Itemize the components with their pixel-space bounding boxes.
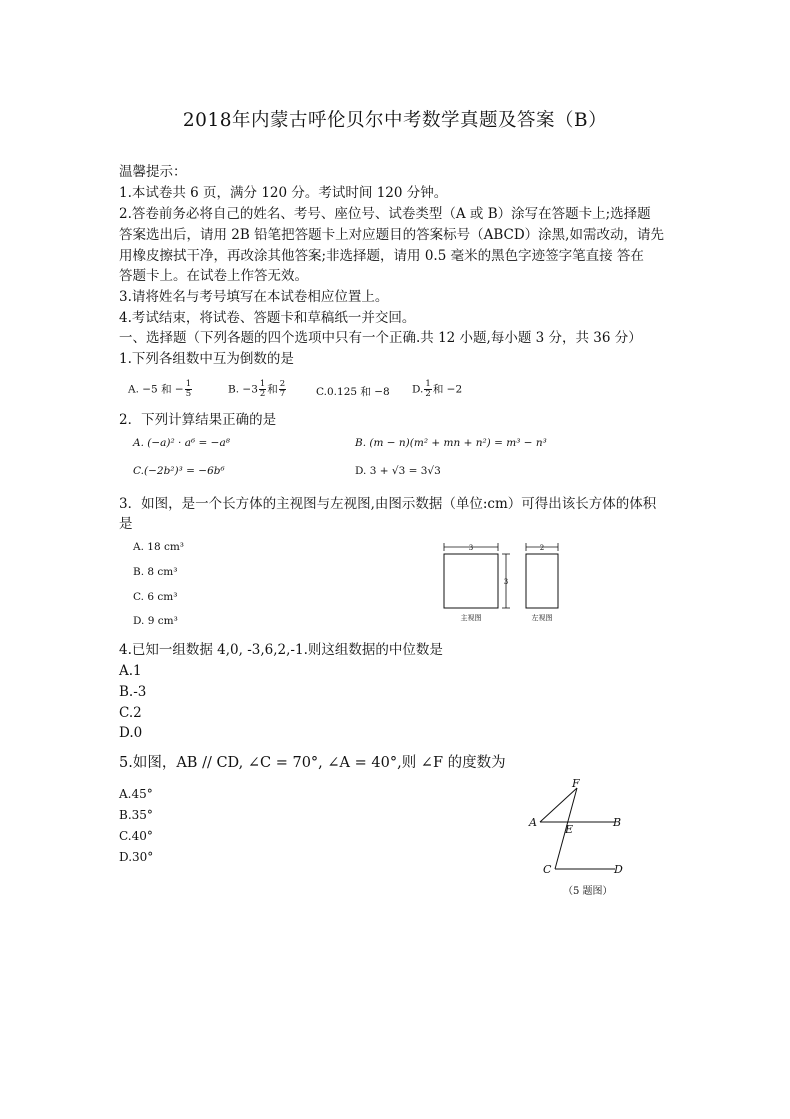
- q4-option-b: B.-3: [119, 684, 147, 700]
- section-heading: 一、选择题（下列各题的四个选项中只有一个正确.共 12 小题,每小题 3 分，共 36 分）: [119, 330, 642, 346]
- q4-option-c: C.2: [119, 705, 142, 721]
- tip-line: 4.考试结束，将试卷、答题卡和草稿纸一并交回。: [119, 310, 416, 326]
- question-1-stem: 1.下列各组数中互为倒数的是: [119, 351, 294, 367]
- fraction: $\frac{1}{2}$: [425, 379, 431, 399]
- q3-option-a: A. 18 cm³: [133, 541, 185, 553]
- q5-option-d: D.30°: [119, 850, 154, 864]
- q4-option-a: A.1: [119, 663, 142, 679]
- point-d-label: D: [614, 863, 623, 876]
- page-title: 2018年内蒙古呼伦贝尔中考数学真题及答案（B）: [182, 110, 608, 131]
- q2-option-c: C.(−2b²)³ = −6b⁶: [133, 465, 225, 477]
- side-view-label: 左视图: [531, 614, 553, 622]
- tip-line: 1.本试卷共 6 页，满分 120 分。考试时间 120 分钟。: [119, 185, 448, 201]
- q4-option-d: D.0: [119, 725, 143, 741]
- front-height-label: 3: [503, 578, 509, 586]
- question-2-stem: 2．下列计算结果正确的是: [119, 412, 277, 428]
- q3-option-b: B. 8 cm³: [133, 566, 178, 578]
- point-e-label: E: [565, 823, 574, 836]
- point-b-label: B: [613, 816, 622, 829]
- figure-caption: （5 题图）: [563, 886, 613, 897]
- q5-stem-text: 5.如图，AB // CD, ∠C = 70°, ∠A = 40°,则 ∠F 的度数为: [119, 755, 506, 771]
- front-width-label: 3: [468, 544, 474, 552]
- question-5-stem: [119, 754, 506, 772]
- q1-b-text: B. −3: [228, 383, 258, 396]
- q1-option-d: D. $\frac{1}{2}$ 和 −2: [412, 379, 463, 399]
- fraction: $\frac{1}{5}$: [185, 379, 192, 399]
- q2-option-b: B. (m − n)(m² + mn + n²) = m³ − n³: [355, 437, 547, 449]
- q3-option-d: D. 9 cm³: [133, 615, 178, 627]
- q5-geometry-figure: [520, 778, 640, 900]
- tip-line: 2.答卷前务必将自己的姓名、考号、座位号、试卷类型（A 或 B）涂写在答题卡上;选择题: [119, 206, 651, 222]
- front-view-label: 主视图: [460, 614, 482, 622]
- q2-option-a: A. (−a)² · a⁶ = −a⁸: [133, 437, 230, 449]
- q1-option-a: [128, 380, 193, 399]
- q3-option-c: C. 6 cm³: [133, 591, 178, 603]
- q5-option-a: A.45°: [119, 787, 153, 801]
- point-f-label: F: [572, 778, 580, 790]
- point-c-label: C: [543, 863, 552, 876]
- q1-option-c: C.0.125 和 −8: [316, 386, 390, 398]
- tips-heading: 温馨提示：: [119, 164, 187, 180]
- tip-line: 3.请将姓名与考号填写在本试卷相应位置上。: [119, 289, 389, 305]
- tip-line: 用橡皮擦拭干净，再改涂其他答案;非选择题，请用 0.5 毫米的黑色字迹签字笔直接 答在: [119, 248, 644, 264]
- fraction: $\frac{1}{2}$: [259, 379, 266, 399]
- tip-line: 答案选出后，请用 2B 铅笔把答题卡上对应题目的答案标号（ABCD）涂黑,如需改动，请先: [119, 227, 664, 243]
- line-af: [540, 788, 577, 822]
- tip-line: 答题卡上。在试卷上作答无效。: [119, 268, 308, 284]
- question-4-stem: 4.已知一组数据 4,0, -3,6,2,-1.则这组数据的中位数是: [119, 642, 443, 658]
- point-a-label: A: [529, 816, 537, 829]
- question-3-stem-cont: 是: [119, 516, 133, 532]
- fraction: $\frac{2}{7}$: [279, 379, 286, 399]
- q1-option-b: B. −3 $\frac{1}{2}$ 和 $\frac{2}{7}$: [228, 379, 286, 399]
- q5-option-b: B.35°: [119, 808, 153, 822]
- q5-option-c: C.40°: [119, 829, 153, 843]
- side-width-label: 2: [539, 544, 545, 552]
- q1-a-text: A. −5 和 −: [128, 383, 184, 396]
- q3-views-figure: [440, 538, 570, 624]
- front-view: [444, 543, 510, 622]
- q2-option-d: D. 3 + √3 = 3√3: [355, 465, 441, 477]
- question-3-stem: 3．如图，是一个长方体的主视图与左视图,由图示数据（单位:cm）可得出该长方体的体积: [119, 496, 657, 512]
- side-view: [526, 543, 558, 622]
